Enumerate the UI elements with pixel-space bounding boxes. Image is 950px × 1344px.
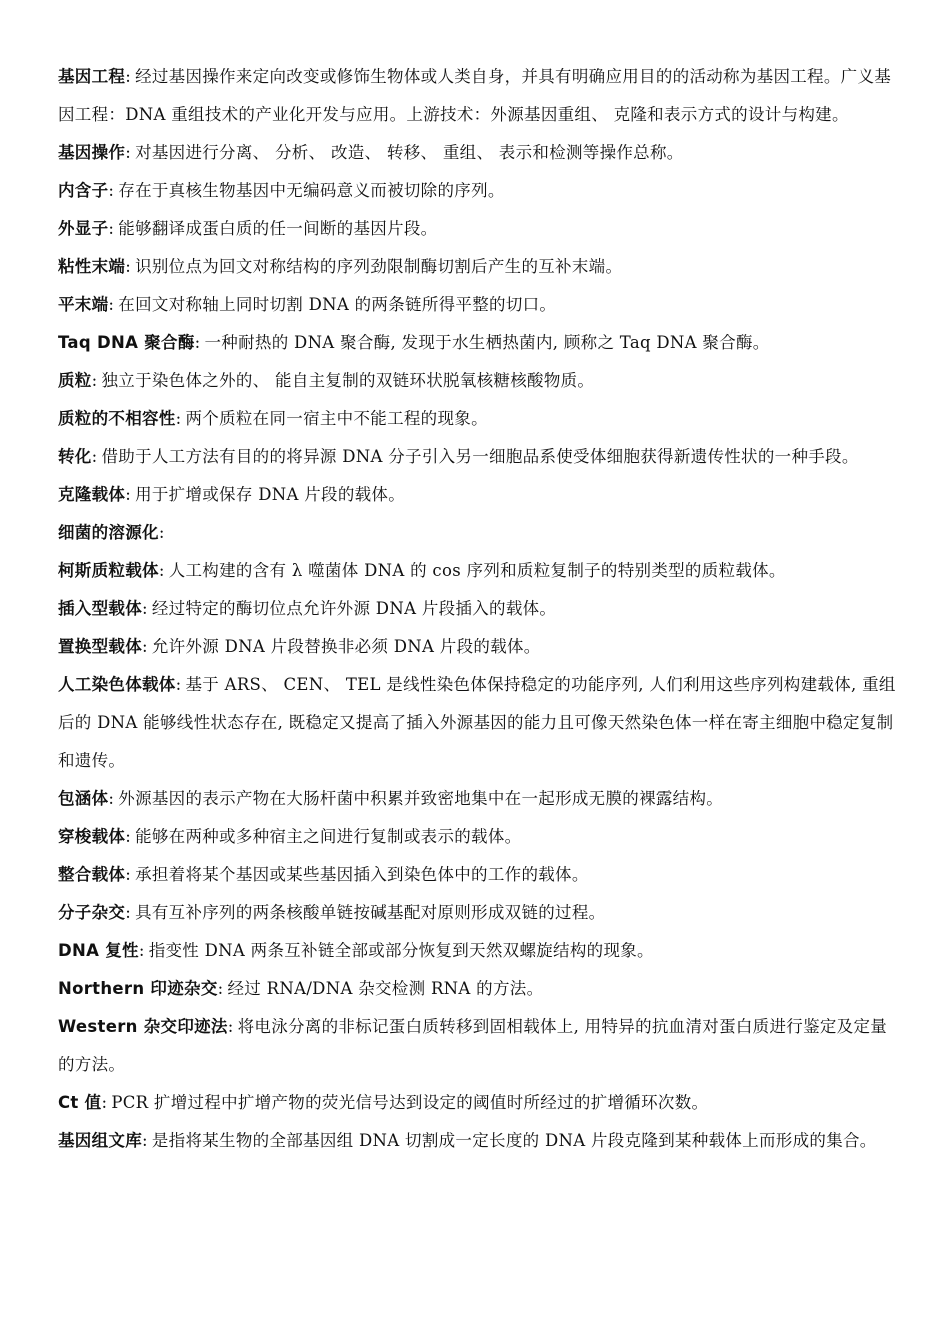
entry-term: 克隆载体 <box>58 485 126 504</box>
glossary-entry-taq-polymerase <box>58 324 898 362</box>
entry-definition: 允许外源 DNA 片段替换非必须 DNA 片段的载体。 <box>151 637 541 656</box>
entry-definition: 两个质粒在同一宿主中不能工程的现象。 <box>185 409 488 428</box>
glossary-entry-cosmid-vector <box>58 552 898 590</box>
entry-separator: : <box>142 1131 148 1150</box>
entry-separator: : <box>142 637 148 656</box>
entry-term: 基因工程 <box>58 67 126 86</box>
glossary-entry-genomic-library <box>58 1122 898 1160</box>
entry-term: 平末端 <box>58 295 109 314</box>
entry-definition: 是指将某生物的全部基因组 DNA 切割成一定长度的 DNA 片段克隆到某种载体上而形成的集合。 <box>151 1131 877 1150</box>
glossary-entry-shuttle-vector <box>58 818 898 856</box>
glossary-entry-cloning-vector <box>58 476 898 514</box>
entry-term: Taq DNA 聚合酶 <box>58 333 195 352</box>
glossary-entry-sticky-end <box>58 248 898 286</box>
glossary-entry-plasmid-incompatibility <box>58 400 898 438</box>
glossary-entry-blunt-end <box>58 286 898 324</box>
entry-definition: 存在于真核生物基因中无编码意义而被切除的序列。 <box>118 181 505 200</box>
entry-definition: 对基因进行分离、 分析、 改造、 转移、 重组、 表示和检测等操作总称。 <box>135 143 684 162</box>
glossary-entry-integration-vector <box>58 856 898 894</box>
entry-separator: : <box>138 941 145 960</box>
entry-separator: : <box>108 219 115 238</box>
glossary-entry-inclusion-body <box>58 780 898 818</box>
entry-term: 分子杂交 <box>58 903 126 922</box>
entry-term: 质粒 <box>58 371 92 390</box>
glossary-entry-hybridization <box>58 894 898 932</box>
entry-separator: : <box>108 789 115 808</box>
entry-separator: : <box>125 257 132 276</box>
entry-term: 插入型载体 <box>58 599 142 618</box>
entry-definition: 承担着将某个基因或某些基因插入到染色体中的工作的载体。 <box>135 865 589 884</box>
entry-term: 柯斯质粒载体 <box>58 561 159 580</box>
entry-separator: : <box>125 143 132 162</box>
glossary-entry-lysogenization <box>58 514 898 552</box>
entry-term: 外显子 <box>58 219 109 238</box>
glossary-entry-exon <box>58 210 898 248</box>
entry-definition: 经过基因操作来定向改变或修饰生物体或人类自身，并具有明确应用目的的活动称为基因工程。广义基因工程：DNA 重组技术的产业化开发与应用。上游技术：外源基因重组、 克隆和表示方式的设计与构建。 <box>58 67 892 124</box>
entry-separator: : <box>194 333 201 352</box>
entry-term: 置换型载体 <box>58 637 142 656</box>
entry-separator: : <box>91 371 98 390</box>
entry-separator: : <box>108 181 115 200</box>
entry-term: 内含子 <box>58 181 109 200</box>
entry-separator: : <box>125 485 132 504</box>
entry-separator: : <box>175 409 182 428</box>
entry-definition: PCR 扩增过程中扩增产物的荧光信号达到设定的阈值时所经过的扩增循环次数。 <box>111 1093 709 1112</box>
entry-term: 整合载体 <box>58 865 126 884</box>
entry-definition: 经过特定的酶切位点允许外源 DNA 片段插入的载体。 <box>151 599 557 618</box>
entry-separator: : <box>125 865 132 884</box>
entry-definition: 基于 ARS、 CEN、 TEL 是线性染色体保持稳定的功能序列, 人们利用这些序列构建载体, 重组后的 DNA 能够线性状态存在, 既稳定又提高了插入外源基因的能力且可像天然染色体一样在寄主细胞中稳定复制和遗传。 <box>58 675 896 770</box>
entry-definition: 能够在两种或多种宿主之间进行复制或表示的载体。 <box>135 827 522 846</box>
entry-term: 基因组文库 <box>58 1131 142 1150</box>
entry-definition: 人工构建的含有 λ 噬菌体 DNA 的 cos 序列和质粒复制子的特别类型的质粒载体。 <box>168 561 786 580</box>
entry-definition: 用于扩增或保存 DNA 片段的载体。 <box>135 485 406 504</box>
entry-definition: 识别位点为回文对称结构的序列劲限制酶切割后产生的互补末端。 <box>135 257 623 276</box>
glossary-page <box>58 58 898 1160</box>
entry-separator: : <box>217 979 224 998</box>
entry-separator: : <box>158 561 165 580</box>
entry-separator: : <box>175 675 182 694</box>
glossary-entry-dna-renaturation <box>58 932 898 970</box>
entry-separator: : <box>91 447 98 466</box>
entry-term: Northern 印迹杂交 <box>58 979 218 998</box>
entry-definition: 借助于人工方法有目的的将异源 DNA 分子引入另一细胞品系使受体细胞获得新遗传性状的一种手段。 <box>101 447 859 466</box>
entry-separator: : <box>227 1017 234 1036</box>
glossary-entry-western-blot <box>58 1008 898 1084</box>
glossary-entry-genetic-engineering <box>58 58 898 134</box>
entry-definition: 独立于染色体之外的、 能自主复制的双链环状脱氧核糖核酸物质。 <box>101 371 595 390</box>
entry-term: 细菌的溶源化 <box>58 523 159 542</box>
entry-term: 穿梭载体 <box>58 827 126 846</box>
entry-separator: : <box>125 903 132 922</box>
entry-separator: : <box>142 599 148 618</box>
entry-term: DNA 复性 <box>58 941 139 960</box>
glossary-entry-insertion-vector <box>58 590 898 628</box>
entry-separator: : <box>158 523 165 542</box>
entry-separator: : <box>125 67 132 86</box>
glossary-entry-transformation <box>58 438 898 476</box>
entry-term: 转化 <box>58 447 92 466</box>
entry-term: 包涵体 <box>58 789 109 808</box>
glossary-entry-intron <box>58 172 898 210</box>
entry-separator: : <box>125 827 132 846</box>
entry-definition: 具有互补序列的两条核酸单链按碱基配对原则形成双链的过程。 <box>135 903 606 922</box>
entry-definition: 将电泳分离的非标记蛋白质转移到固相载体上, 用特异的抗血清对蛋白质进行鉴定及定量的方法。 <box>58 1017 888 1074</box>
entry-term: 基因操作 <box>58 143 126 162</box>
entry-term: 粘性末端 <box>58 257 126 276</box>
entry-term: 质粒的不相容性 <box>58 409 176 428</box>
entry-definition: 外源基因的表示产物在大肠杆菌中积累并致密地集中在一起形成无膜的裸露结构。 <box>118 789 724 808</box>
entry-definition: 指变性 DNA 两条互补链全部或部分恢复到天然双螺旋结构的现象。 <box>148 941 654 960</box>
entry-definition: 在回文对称轴上同时切割 DNA 的两条链所得平整的切口。 <box>118 295 557 314</box>
entry-separator: : <box>108 295 115 314</box>
entry-definition: 一种耐热的 DNA 聚合酶, 发现于水生栖热菌内, 顾称之 Taq DNA 聚合酶。 <box>204 333 770 352</box>
entry-term: Ct 值 <box>58 1093 102 1112</box>
entry-separator: : <box>101 1093 108 1112</box>
glossary-entry-northern-blot <box>58 970 898 1008</box>
glossary-entry-artificial-chromosome <box>58 666 898 780</box>
glossary-entry-gene-manipulation <box>58 134 898 172</box>
glossary-entry-plasmid <box>58 362 898 400</box>
entry-term: Western 杂交印迹法 <box>58 1017 228 1036</box>
entry-term: 人工染色体载体 <box>58 675 176 694</box>
glossary-entry-replacement-vector <box>58 628 898 666</box>
entry-definition: 能够翻译成蛋白质的任一间断的基因片段。 <box>118 219 438 238</box>
glossary-entry-ct-value <box>58 1084 898 1122</box>
entry-definition: 经过 RNA/DNA 杂交检测 RNA 的方法。 <box>227 979 544 998</box>
